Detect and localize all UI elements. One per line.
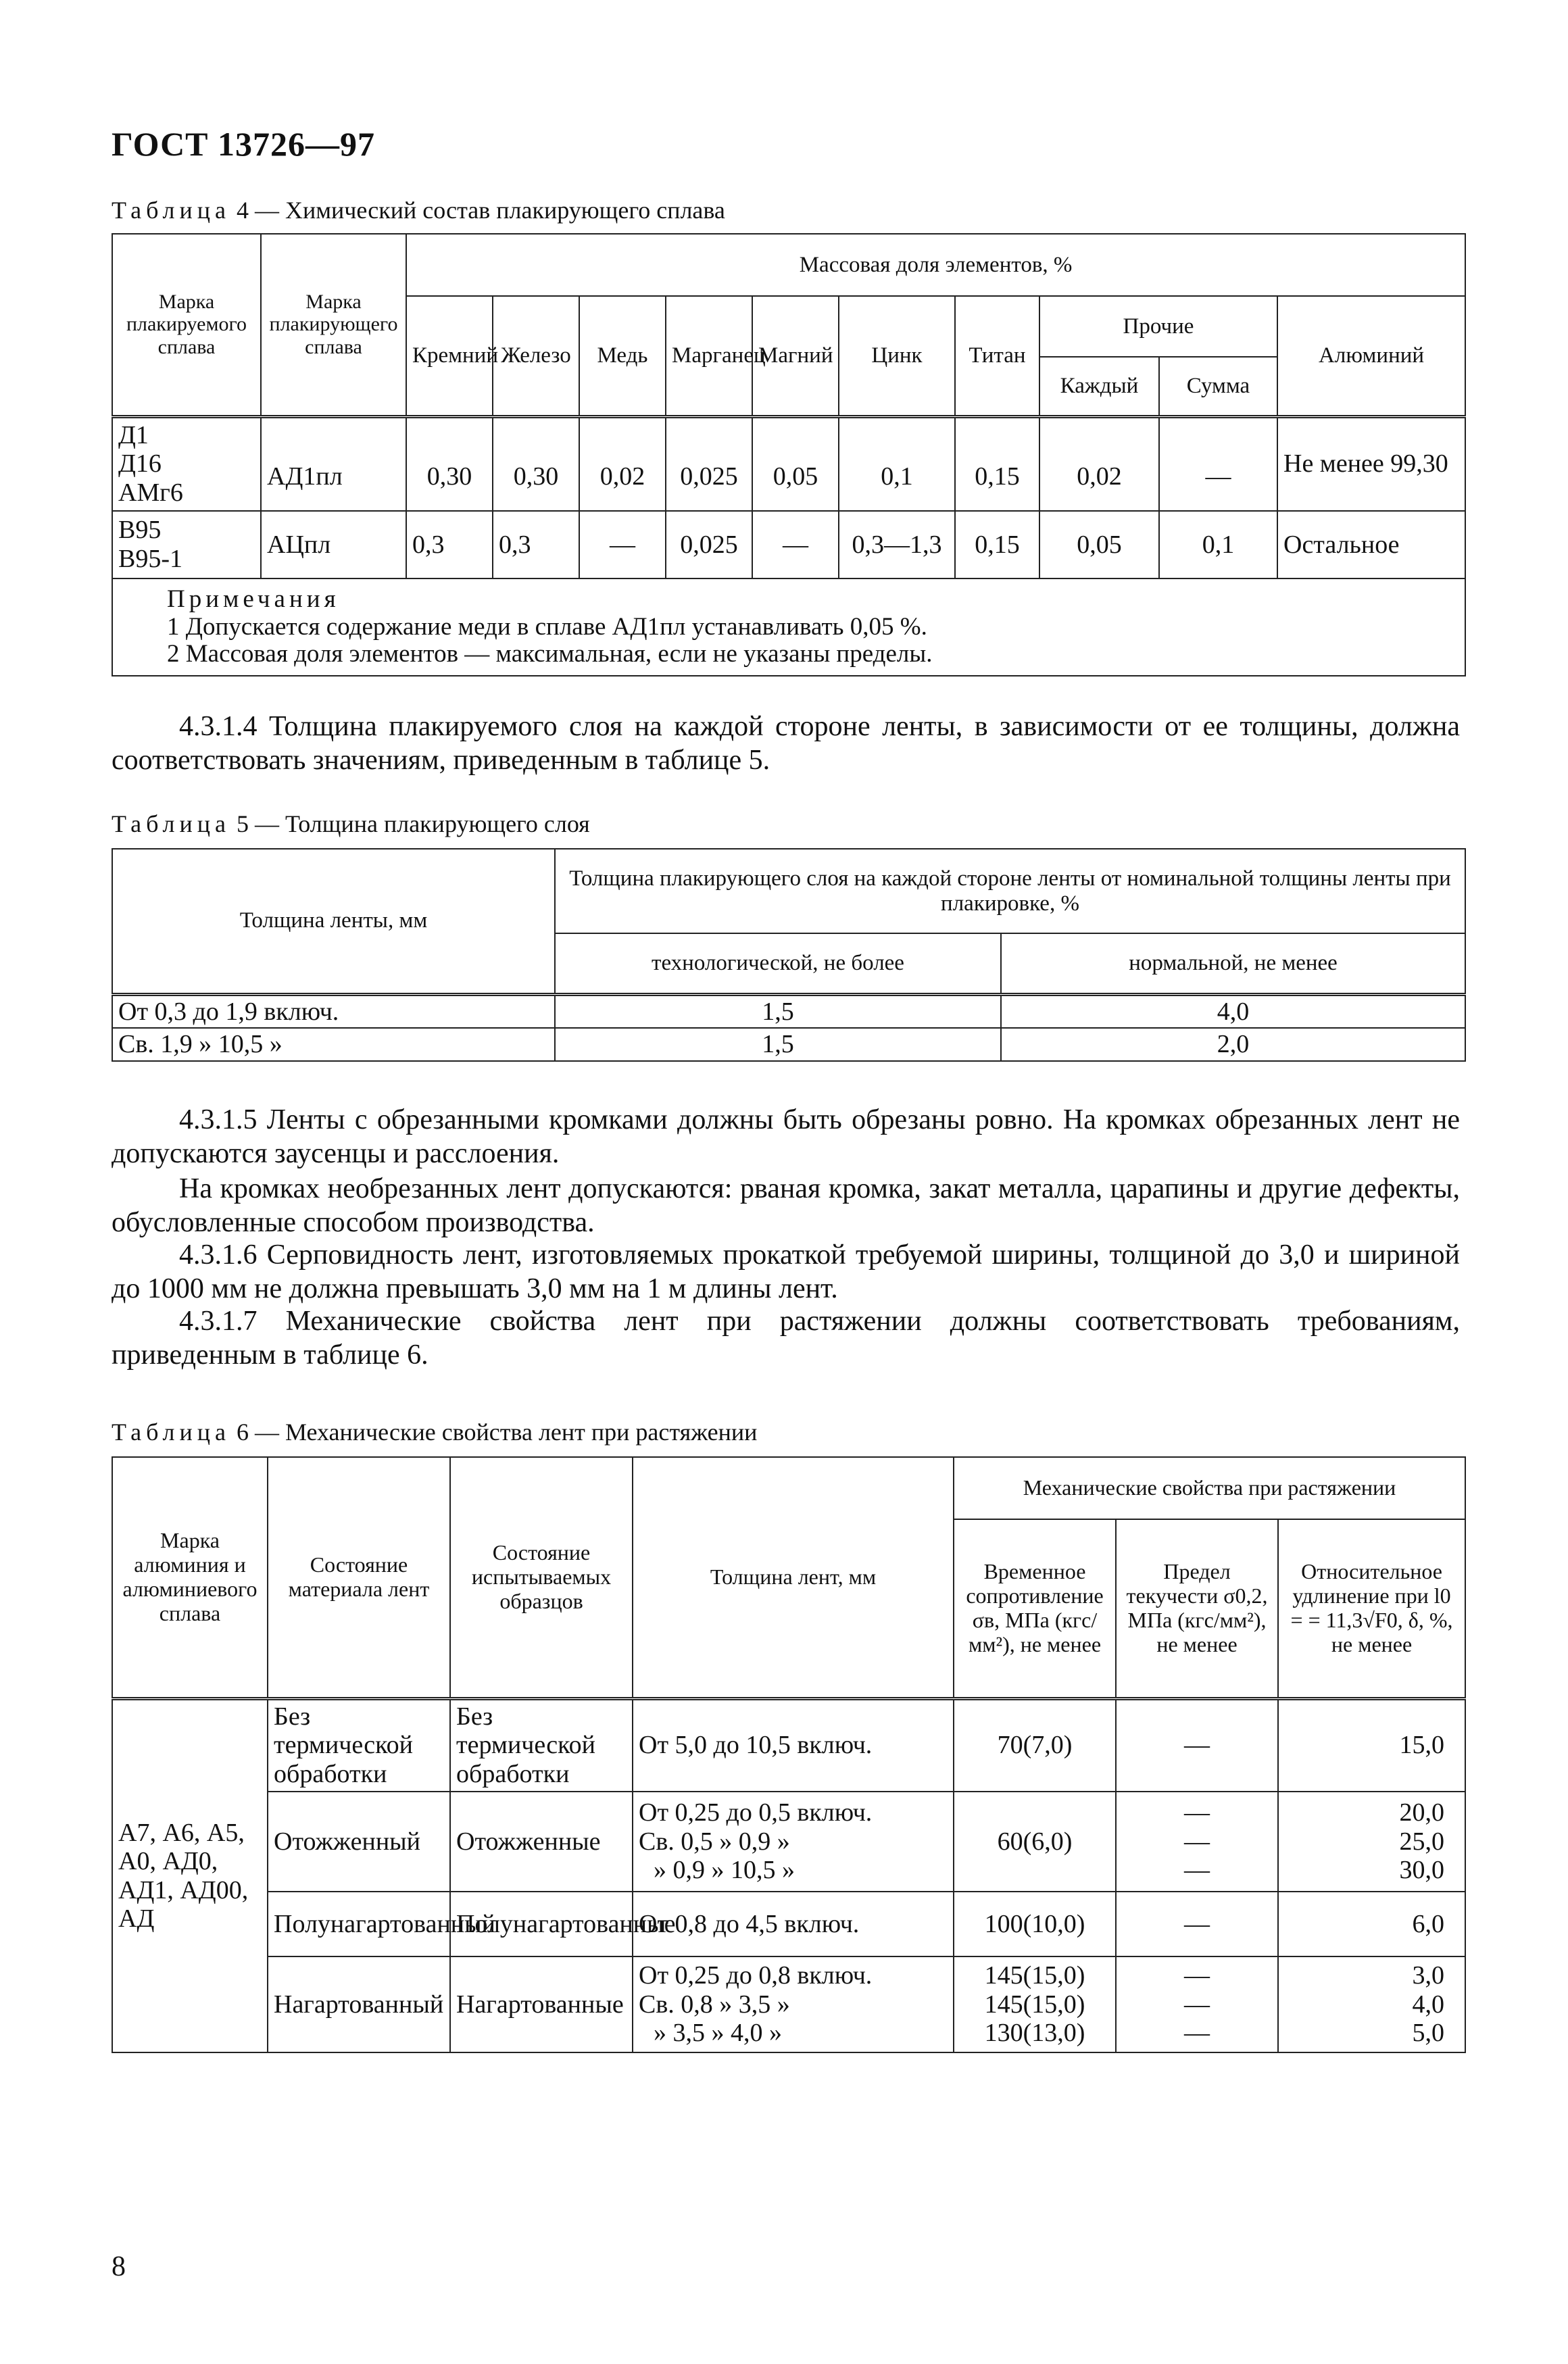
t6-cell-sample: Без термической обработки xyxy=(450,1698,633,1792)
t4-cell: 0,1 xyxy=(839,416,955,511)
t5-cell-tech: 1,5 xyxy=(555,994,1001,1028)
t5-head-layer: Толщина плакирующего слоя на каждой стороне ленты от номинальной толщины ленты при плакировке, % xyxy=(555,849,1465,933)
t4-head-grade: Марка плакируемого сплава xyxy=(112,234,261,416)
t4-cell: 0,025 xyxy=(666,511,752,578)
t4-head-mn: Марганец xyxy=(666,296,752,416)
t4-cell: 0,02 xyxy=(579,416,666,511)
t5-row xyxy=(112,1028,1465,1061)
t6-thick-line: От 0,25 до 0,8 включ. xyxy=(639,1961,873,1990)
t4-cell: — xyxy=(579,511,666,578)
t6-cell-yield xyxy=(1116,1956,1278,2052)
t6-row xyxy=(112,1792,1465,1892)
t4-cell-grade: Д1 Д16 АМг6 xyxy=(112,416,261,511)
t4-head-mass: Массовая доля элементов, % xyxy=(406,234,1465,296)
t6-head-mech: Механические свойства при растяжении xyxy=(954,1457,1465,1519)
t6-thick-line: » 3,5 » 4,0 » xyxy=(654,2019,782,2048)
t6-cell-elong xyxy=(1278,1792,1465,1892)
t5-row xyxy=(112,994,1465,1028)
table6 xyxy=(112,1456,1466,2053)
table4 xyxy=(112,233,1466,676)
t6-yield-line: — xyxy=(1184,1856,1210,1885)
t5-cell-range: От 0,3 до 1,9 включ. xyxy=(112,994,555,1028)
t6-tensile-line: 100(10,0) xyxy=(984,1909,1085,1938)
t6-tensile-line: 60(6,0) xyxy=(997,1827,1073,1856)
t6-cell-tensile xyxy=(954,1892,1116,1956)
t6-cell-state: Полунагартованный xyxy=(268,1892,450,1956)
t4-cell-grade: В95 В95-1 xyxy=(112,511,261,578)
t5-cell-norm: 4,0 xyxy=(1001,994,1465,1028)
t6-yield-line: — xyxy=(1184,1990,1210,2019)
page-number: 8 xyxy=(112,2251,126,2282)
t4-cell: 0,02 xyxy=(1039,416,1159,511)
t4-cell: — xyxy=(752,511,839,578)
t6-tensile-line: 145(15,0) xyxy=(984,1961,1085,1990)
t5-cell-range: Св. 1,9 » 10,5 » xyxy=(112,1028,555,1061)
t6-cell-yield xyxy=(1116,1892,1278,1956)
t4-cell: 0,05 xyxy=(752,416,839,511)
t6-cell-thick xyxy=(633,1892,954,1956)
t6-thick-line: От 5,0 до 10,5 включ. xyxy=(639,1731,873,1760)
t6-yield-line: — xyxy=(1184,1909,1210,1938)
t6-thick-line: От 0,25 до 0,5 включ. xyxy=(639,1798,873,1827)
t6-tensile-line: 70(7,0) xyxy=(997,1731,1073,1760)
t4-note: 2 Массовая доля элементов — максимальная, если не указаны пределы. xyxy=(167,640,933,668)
t6-elong-line: 3,0 xyxy=(1412,1961,1445,1990)
t6-tensile-line: 130(13,0) xyxy=(984,2019,1085,2048)
t4-cell-al: Не менее 99,30 xyxy=(1277,416,1465,511)
t6-elong-line: 30,0 xyxy=(1399,1856,1445,1885)
t6-yield-line: — xyxy=(1184,1961,1210,1990)
t6-row xyxy=(112,1956,1465,2052)
t6-cell-tensile xyxy=(954,1792,1116,1892)
t4-row xyxy=(112,511,1465,578)
t4-cell: 0,3 xyxy=(493,511,579,578)
t4-cell: 0,15 xyxy=(955,416,1039,511)
t4-note: 1 Допускается содержание меди в сплаве АД1пл устанавливать 0,05 %. xyxy=(167,612,927,641)
t4-head-al: Алюминий xyxy=(1277,296,1465,416)
paragraph-4-3-1-5-b: На кромках необрезанных лент допускаются: рваная кромка, закат металла, царапины и другие дефекты, обусловленные способом производства. xyxy=(112,1173,1460,1239)
t4-notes xyxy=(112,578,1465,676)
t4-row xyxy=(112,416,1465,511)
t6-cell-thick xyxy=(633,1956,954,2052)
t6-cell-thick xyxy=(633,1698,954,1792)
t4-head-cu: Медь xyxy=(579,296,666,416)
t4-head-other: Прочие xyxy=(1039,296,1277,357)
t5-head-thickness: Толщина ленты, мм xyxy=(112,849,555,994)
t4-cell: — xyxy=(1159,416,1277,511)
t4-head-zn: Цинк xyxy=(839,296,955,416)
t4-head-sum: Сумма xyxy=(1159,357,1277,416)
t6-cell-sample: Полунагартованные xyxy=(450,1892,633,1956)
t6-yield-line: — xyxy=(1184,1827,1210,1856)
t6-cell-thick xyxy=(633,1792,954,1892)
t6-head-sample: Состояние испытываемых образцов xyxy=(450,1457,633,1698)
t4-head-fe: Железо xyxy=(493,296,579,416)
table5-caption: Таблица 5 — Толщина плакирующего слоя xyxy=(112,810,590,837)
t6-thick-line: От 0,8 до 4,5 включ. xyxy=(639,1909,860,1938)
t6-tensile-line: 145(15,0) xyxy=(984,1990,1085,2019)
t6-thick-line: Св. 0,5 » 0,9 » xyxy=(639,1827,790,1856)
t4-cell-clad: АЦпл xyxy=(261,511,406,578)
t4-notes-title: Примечания xyxy=(167,585,340,613)
paragraph-4-3-1-5: 4.3.1.5 Ленты с обрезанными кромками должны быть обрезаны ровно. На кромках обрезанных лент не допускаются заусенцы и расслоения. xyxy=(112,1104,1460,1170)
t5-cell-norm: 2,0 xyxy=(1001,1028,1465,1061)
t4-cell: 0,15 xyxy=(955,511,1039,578)
t6-yield-line: — xyxy=(1184,1731,1210,1760)
t4-cell: 0,3 xyxy=(406,511,493,578)
t6-cell-grade: А7, А6, А5, А0, АД0, АД1, АД00, АД xyxy=(112,1698,268,2052)
t6-thick-line: » 0,9 » 10,5 » xyxy=(654,1856,795,1885)
t4-head-si: Кремний xyxy=(406,296,493,416)
t4-head-each: Каждый xyxy=(1039,357,1159,416)
t6-head-yield: Предел текучести σ0,2, МПа (кгс/мм²), не менее xyxy=(1116,1519,1278,1698)
table5 xyxy=(112,848,1466,1062)
paragraph-4-3-1-7: 4.3.1.7 Механические свойства лент при растяжении должны соответствовать требованиям, приведенным в таблице 6. xyxy=(112,1306,1460,1371)
t6-elong-line: 20,0 xyxy=(1399,1798,1445,1827)
t6-elong-line: 5,0 xyxy=(1412,2019,1445,2048)
t6-yield-line: — xyxy=(1184,1798,1210,1827)
t6-elong-line: 25,0 xyxy=(1399,1827,1445,1856)
t6-cell-state: Без термической обработки xyxy=(268,1698,450,1792)
t4-cell-clad: АД1пл xyxy=(261,416,406,511)
t4-cell: 0,05 xyxy=(1039,511,1159,578)
t6-thick-line: Св. 0,8 » 3,5 » xyxy=(639,1990,790,2019)
t6-head-state: Состояние материала лент xyxy=(268,1457,450,1698)
t6-cell-tensile xyxy=(954,1698,1116,1792)
t6-elong-line: 6,0 xyxy=(1412,1909,1445,1938)
t6-cell-state: Нагартованный xyxy=(268,1956,450,2052)
t6-cell-state: Отожженный xyxy=(268,1792,450,1892)
t5-head-tech: технологической, не более xyxy=(555,933,1001,994)
t5-cell-tech: 1,5 xyxy=(555,1028,1001,1061)
t6-cell-tensile xyxy=(954,1956,1116,2052)
t6-head-tensile: Временное сопротивление σв, МПа (кгс/мм²), не менее xyxy=(954,1519,1116,1698)
paragraph-4-3-1-4: 4.3.1.4 Толщина плакируемого слоя на каждой стороне ленты, в зависимости от ее толщины, должна соответствовать значениям, приведенным в таблице 5. xyxy=(112,711,1460,777)
t6-row xyxy=(112,1892,1465,1956)
paragraph-4-3-1-6: 4.3.1.6 Серповидность лент, изготовляемых прокаткой требуемой ширины, толщиной до 3,0 и шириной до 1000 мм не должна превышать 3,0 мм на 1 м длины лент. xyxy=(112,1239,1460,1305)
table4-caption: Таблица 4 — Химический состав плакирующего сплава xyxy=(112,197,725,224)
t6-head-grade: Марка алюминия и алюминиевого сплава xyxy=(112,1457,268,1698)
t6-cell-sample: Отожженные xyxy=(450,1792,633,1892)
t4-cell: 0,30 xyxy=(493,416,579,511)
t4-cell: 0,3—1,3 xyxy=(839,511,955,578)
t6-cell-elong xyxy=(1278,1892,1465,1956)
t4-head-mg: Магний xyxy=(752,296,839,416)
t6-cell-yield xyxy=(1116,1792,1278,1892)
t4-cell: 0,025 xyxy=(666,416,752,511)
t4-cell: 0,1 xyxy=(1159,511,1277,578)
t6-row xyxy=(112,1698,1465,1792)
t4-cell: 0,30 xyxy=(406,416,493,511)
t4-cell-al: Остальное xyxy=(1277,511,1465,578)
t6-head-thick: Толщина лент, мм xyxy=(633,1457,954,1698)
t4-head-clad: Марка плакирующего сплава xyxy=(261,234,406,416)
t6-yield-line: — xyxy=(1184,2019,1210,2048)
t6-elong-line: 4,0 xyxy=(1412,1990,1445,2019)
table6-caption: Таблица 6 — Механические свойства лент при растяжении xyxy=(112,1419,758,1446)
t6-cell-elong xyxy=(1278,1698,1465,1792)
t4-head-ti: Титан xyxy=(955,296,1039,416)
t5-head-norm: нормальной, не менее xyxy=(1001,933,1465,994)
t6-head-elong: Относительное удлинение при l0 = = 11,3√F0, δ, %, не менее xyxy=(1278,1519,1465,1698)
t6-cell-yield xyxy=(1116,1698,1278,1792)
t6-elong-line: 15,0 xyxy=(1399,1731,1445,1760)
t6-cell-sample: Нагартованные xyxy=(450,1956,633,2052)
t6-cell-elong xyxy=(1278,1956,1465,2052)
document-id: ГОСТ 13726—97 xyxy=(112,125,376,163)
